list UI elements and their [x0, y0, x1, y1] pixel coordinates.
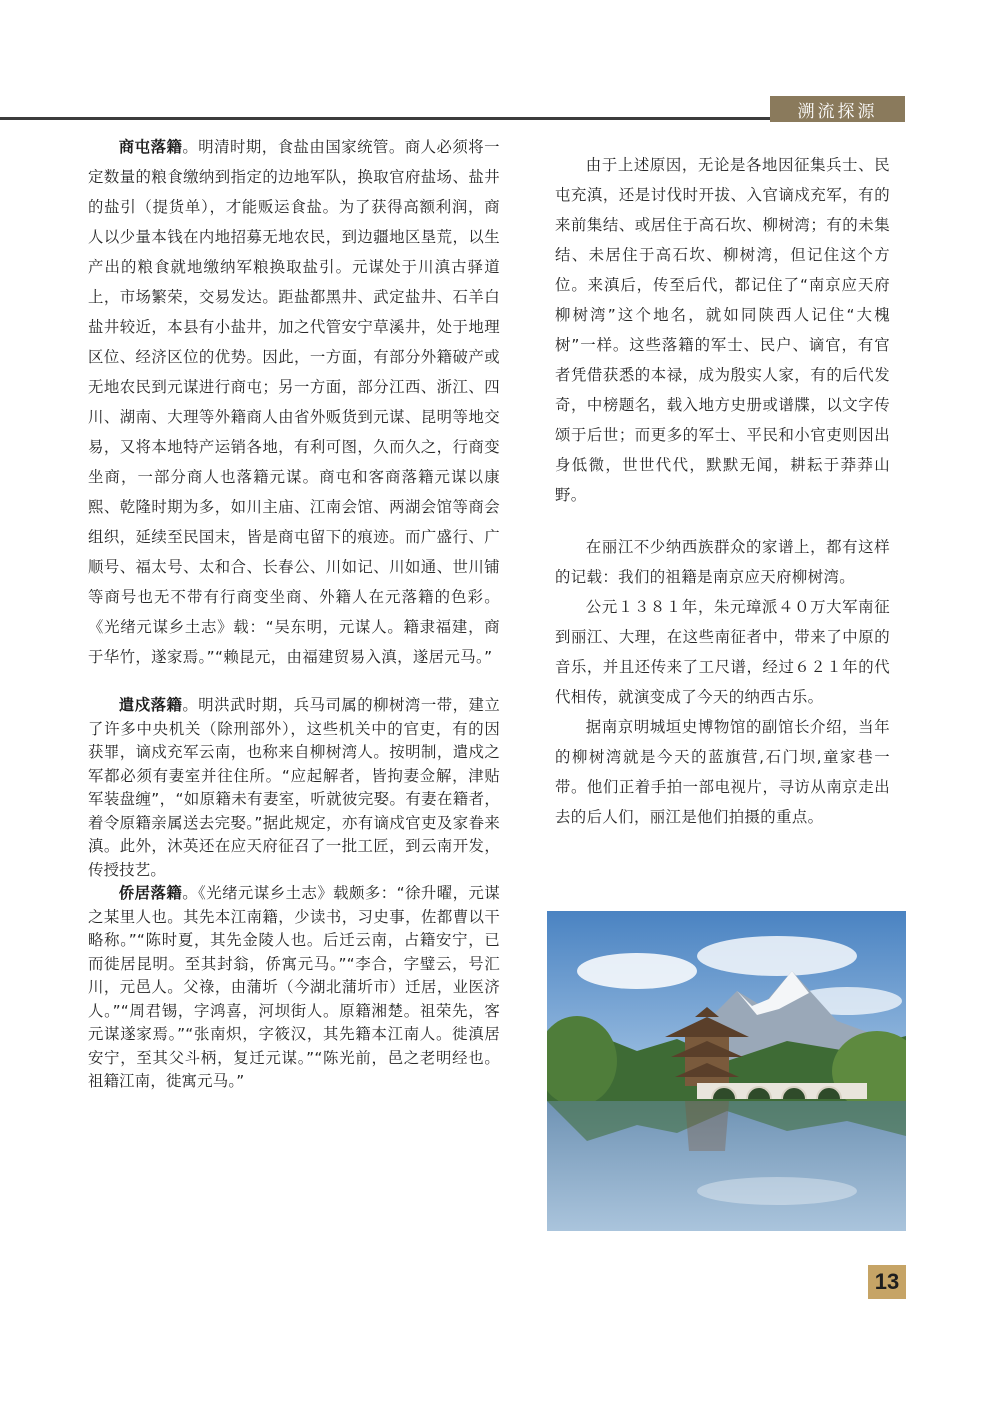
- paragraph-shangtun-text: 。明清时期，食盐由国家统管。商人必须将一定数量的粮食缴纳到指定的边地军队，换取官府盐场、盐井的盐引（提货单），才能贩运食盐。为了获得高额利润，商人以少量本钱在内地招募无地农民，到边疆地区垦荒，以生产出的粮食就地缴纳军粮换取盐引。元谋处于川滇古驿道上，市场繁荣，交易发达。距盐都黑井、武定盐井、石羊白盐井较近，本县有小盐井，加之代管安宁草溪井，处于地理区位、经济区位的优势。因此，一方面，有部分外籍破产或无地农民到元谋进行商屯；另一方面，部分江西、浙江、四川、湖南、大理等外籍商人由省外贩货到元谋、昆明等地交易，又将本地特产运销各地，有利可图，久而久之，行商变坐商，一部分商人也落籍元谋。商屯和客商落籍元谋以康熙、乾隆时期为多，如川主庙、江南会馆、两湖会馆等商会组织，延续至民国末，皆是商屯留下的痕迹。而广盛行、广顺号、福太号、太和合、长春公、川如记、川如通、世川铺等商号也无不带有行商变坐商、外籍人在元落籍的色彩。《光绪元谋乡土志》载：“吴东明，元谋人。籍隶福建，商于华竹，遂家焉。”“赖昆元，由福建贸易入滇，遂居元马。”: [88, 138, 500, 666]
- subheading-qianshu: 遣戍落籍: [118, 696, 183, 714]
- paragraph-qiaoju: [88, 882, 500, 1094]
- paragraph-naxi-music: 公元１３８１年，朱元璋派４０万大军南征到丽江、大理，在这些南征者中，带来了中原的音乐，并且还传来了工尺谱，经过６２１年的代代相传，就演变成了今天的纳西古乐。: [555, 598, 890, 706]
- subheading-qiaoju: 侨居落籍: [118, 884, 183, 902]
- left-column: [88, 132, 500, 1094]
- header-rule: [0, 117, 770, 120]
- paragraph-lijiang-jiapu: 在丽江不少纳西族群众的家谱上，都有这样的记载：我们的祖籍是南京应天府柳树湾。: [555, 538, 890, 586]
- paragraph-nanjing-museum: 据南京明城垣史博物馆的副馆长介绍，当年的柳树湾就是今天的蓝旗营,石门坝,童家巷一带。他们正着手拍一部电视片，寻访从南京走出去的后人们，丽江是他们拍摄的重点。: [555, 718, 890, 826]
- section-title: 溯流探源: [770, 96, 905, 122]
- paragraph-qiaoju-text: 。《光绪元谋乡土志》载颇多：“徐升曜，元谋之某里人也。其先本江南籍，少读书，习史事，佐都曹以干略称。”“陈时夏，其先金陵人也。后迁云南，占籍安宁，已而徙居昆明。至其封翁，侨寓元马。”“李合，字璧云，号汇川，元邑人。父祿，由蒲圻（今湖北蒲圻市）迁居，业医济人。”“周君锡，字鸿喜，河坝街人。原籍湘楚。祖荣先，客元谋遂家焉。”“张南炽，字筱汉，其先籍本江南人。徙滇居安宁，至其父斗柄，复迁元谋。”“陈光前，邑之老明经也。祖籍江南，徙寓元马。”: [88, 884, 500, 1090]
- landscape-photo: [547, 911, 906, 1231]
- subheading-shangtun: 商屯落籍: [118, 138, 183, 156]
- paragraph-qianshu: [88, 694, 500, 882]
- paragraph-liushuwan: 由于上述原因，无论是各地因征集兵士、民屯充滇，还是讨伐时开拔、入官谪戍充军，有的来前集结、或居住于高石坎、柳树湾；有的未集结、未居住于高石坎、柳树湾，但记住这个方位。来滇后，传至后代，都记住了“南京应天府柳树湾”这个地名，就如同陕西人记住“大槐树”一样。这些落籍的军士、民户、谪官，有官者凭借获悉的本禄，成为殷实人家，有的后代发奇，中榜题名，载入地方史册或谱牒，以文字传颂于后世；而更多的军士、平民和小官吏则因出身低微，世世代代，默默无闻，耕耘于莽莽山野。: [555, 156, 890, 504]
- bridge-icon: [697, 1083, 867, 1099]
- right-column: [555, 150, 890, 832]
- paragraph-qianshu-text: 。明洪武时期，兵马司属的柳树湾一带，建立了许多中央机关（除刑部外），这些机关中的官吏，有的因获罪，谪戍充军云南，也称来自柳树湾人。按明制，遣戍之军都必须有妻室并往住所。“应起解者，皆拘妻佥解，津贴军装盘缠”，“如原籍未有妻室，听就彼完娶。有妻在籍者，着令原籍亲属送去完娶。”据此规定，亦有谪戍官吏及家眷来滇。此外，沐英还在应天府征召了一批工匠，到云南开发，传授技艺。: [88, 696, 500, 879]
- paragraph-shangtun: [88, 132, 500, 672]
- page-number: 13: [868, 1265, 906, 1299]
